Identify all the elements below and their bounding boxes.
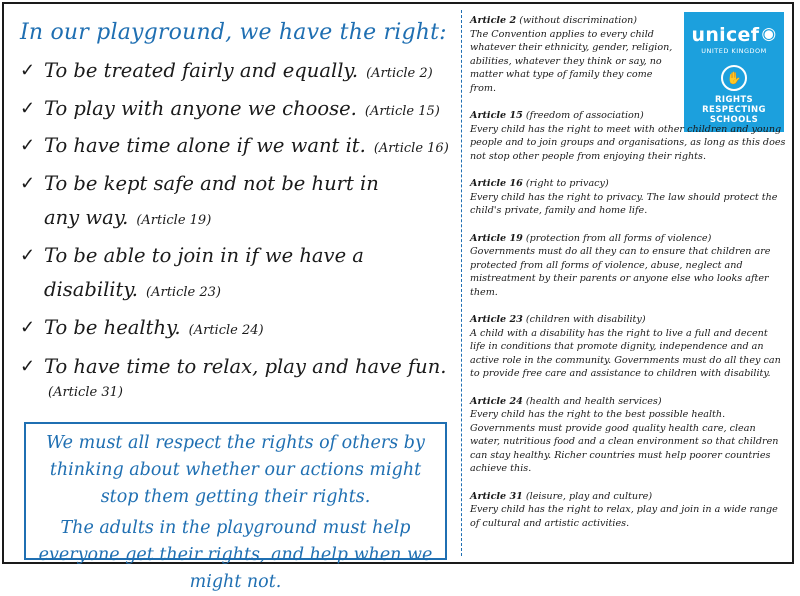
article-number: Article 16 bbox=[470, 178, 523, 189]
right-text-continued: any way. bbox=[44, 206, 129, 229]
right-text: To play with anyone we choose. bbox=[44, 96, 357, 120]
right-text: To have time to relax, play and have fun. bbox=[44, 355, 447, 378]
article-number: Article 24 bbox=[470, 395, 523, 407]
article-body: Every child has the right to privacy. The law should protect the child's private, family and home life. bbox=[470, 191, 778, 216]
check-icon: ✓ bbox=[20, 97, 36, 119]
playground-heading: In our playground, we have the right: bbox=[20, 20, 447, 45]
article-topic: (leisure, play and culture) bbox=[525, 490, 653, 502]
right-article: (Article 23) bbox=[146, 285, 221, 300]
article-entry bbox=[470, 109, 786, 163]
article-body: Every child has the right to the best possible health. Governments must provide good quality health care, clean water, nutritious food and a clean environment so that children can stay healthy. Richer countries must help poorer countries achieve this. bbox=[470, 409, 779, 474]
right-text: To be healthy. bbox=[44, 315, 181, 339]
right-text: To be able to join in if we have a bbox=[44, 243, 364, 267]
right-text: To be kept safe and not be hurt in bbox=[44, 171, 379, 195]
check-icon: ✓ bbox=[20, 60, 36, 81]
right-item bbox=[20, 129, 450, 167]
right-text-continued: disability. bbox=[44, 278, 139, 301]
poster-frame bbox=[2, 2, 794, 592]
right-article: (Article 19) bbox=[136, 213, 212, 228]
article-entry bbox=[470, 490, 786, 531]
logo-rrs-line: RESPECTING bbox=[702, 105, 766, 115]
article-number: Article 15 bbox=[470, 110, 523, 121]
logo-brand: unicef ◉ bbox=[691, 24, 777, 46]
article-entry bbox=[470, 395, 786, 476]
article-body: A child with a disability has the right to live a full and decent life in conditions that promote dignity, independence and an active role in the community. Governments must do all they can to provide free care and assistance to children with disability. bbox=[470, 327, 781, 379]
articles-panel bbox=[470, 14, 786, 530]
right-article: (Article 31) bbox=[48, 385, 123, 400]
check-icon: ✓ bbox=[20, 316, 36, 338]
right-article: (Article 15) bbox=[364, 103, 440, 119]
article-body: The Convention applies to every child whatever their ethnicity, gender, religion, abilities, whatever they think or say, no matter what type of family they come from. bbox=[470, 28, 673, 94]
article-number: Article 31 bbox=[470, 490, 523, 502]
article-body: Every child has the right to relax, play and join in a wide range of cultural and artistic activities. bbox=[470, 504, 778, 529]
right-article: (Article 16) bbox=[373, 141, 449, 156]
article-entry bbox=[470, 14, 675, 95]
right-text: To have time alone if we want it. bbox=[44, 134, 366, 157]
playground-rights-panel bbox=[20, 16, 450, 406]
article-number: Article 2 bbox=[470, 15, 517, 26]
check-icon: ✓ bbox=[20, 172, 36, 194]
right-article: (Article 2) bbox=[366, 66, 433, 81]
article-topic: (freedom of association) bbox=[525, 110, 644, 121]
column-divider bbox=[461, 10, 462, 556]
article-topic: (without discrimination) bbox=[519, 15, 638, 26]
article-entry bbox=[470, 177, 786, 218]
right-item bbox=[20, 239, 450, 311]
article-number: Article 19 bbox=[470, 232, 523, 244]
article-topic: (health and health services) bbox=[525, 395, 662, 407]
right-item bbox=[20, 92, 450, 130]
article-topic: (protection from all forms of violence) bbox=[525, 232, 712, 244]
article-entry bbox=[470, 232, 786, 300]
article-topic: (right to privacy) bbox=[525, 178, 609, 189]
article-body: Every child has the right to meet with other children and young people and to join groups and organisations, as long as this does not stop other people from enjoying their rights. bbox=[470, 123, 786, 162]
unicef-globe-icon: ◉ bbox=[761, 24, 777, 44]
rrs-emblem-icon: ✋ bbox=[721, 65, 747, 91]
article-entry bbox=[470, 313, 786, 381]
right-item bbox=[20, 167, 450, 239]
notice-paragraph: We must all respect the rights of others by thinking about whether our actions might stop them getting their rights. bbox=[46, 433, 425, 507]
article-body: Governments must do all they can to ensure that children are protected from all forms of violence, abuse, neglect and mistreatment by their parents or anyone else who looks after them. bbox=[470, 246, 771, 298]
logo-rrs-line: RIGHTS bbox=[714, 95, 754, 105]
right-text: To be treated fairly and equally. bbox=[44, 59, 359, 82]
logo-rrs-line: SCHOOLS bbox=[709, 115, 759, 125]
right-item bbox=[20, 54, 450, 92]
right-article: (Article 24) bbox=[188, 322, 264, 338]
check-icon: ✓ bbox=[20, 244, 36, 266]
rights-list bbox=[20, 54, 450, 406]
right-item bbox=[20, 311, 450, 349]
right-item bbox=[20, 354, 450, 406]
check-icon: ✓ bbox=[20, 356, 36, 377]
article-number: Article 23 bbox=[470, 314, 523, 325]
respect-notice-box bbox=[24, 422, 447, 592]
check-icon: ✓ bbox=[20, 135, 36, 156]
logo-subtitle: UNITED KINGDOM bbox=[701, 47, 767, 55]
notice-paragraph: The adults in the playground must help everyone get their rights, and help when we might not. bbox=[38, 518, 433, 592]
article-topic: (children with disability) bbox=[525, 314, 646, 325]
